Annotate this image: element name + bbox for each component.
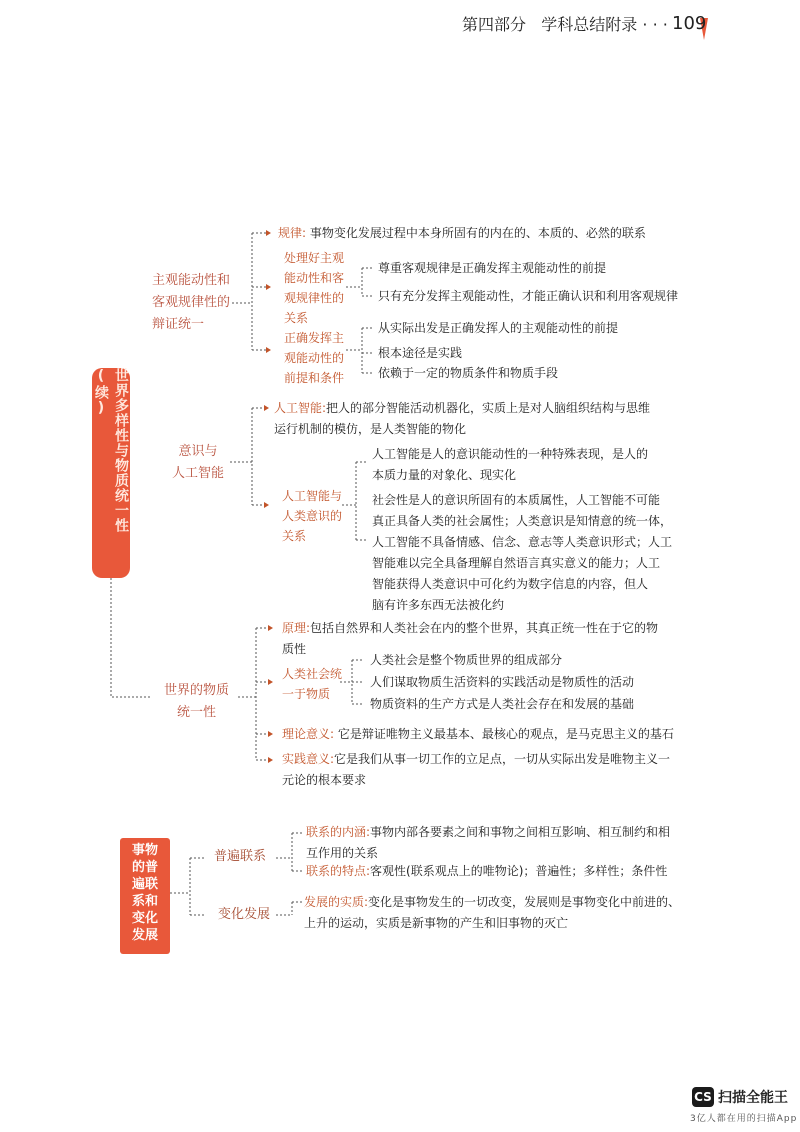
play-item: 根本途径是实践 — [378, 346, 463, 360]
theory-label: 理论意义: — [282, 727, 335, 741]
page-number: 109 — [672, 13, 707, 34]
ai-label: 人工智能: — [274, 401, 327, 415]
connection-content: 联系的内涵:事物内部各要素之间和事物之间相互影响、相互制约和相 互作用的关系 — [306, 825, 671, 860]
play-condition-label: 正确发挥主 观能动性的 前提和条件 — [284, 331, 345, 385]
branch-change-development-title: 变化发展 — [218, 907, 271, 922]
ai-relation-point-2: 社会性是人的意识所固有的本质属性，人工智能不可能 真正具备人类的社会属性；人类意识是知情意的统一体， 人工智能不具备情感、信念、意志等人类意识形式；人工 智能难以完全具备理解自然语言真实意义的能力；人工 智能获得人类意识中可化约为数字信息的内容，但人 脑有许多东西无法被化约 — [372, 493, 673, 612]
society-item: 物质资料的生产方式是人类社会存在和发展的基础 — [370, 697, 635, 711]
principle-definition: 原理:包括自然界和人类社会在内的整个世界，其真正统一性在于它的物 质性 — [282, 621, 659, 656]
law-definition: 规律: 事物变化发展过程中本身所固有的内在的、本质的、必然的联系 — [278, 226, 646, 240]
theory-significance: 理论意义: 它是辩证唯物主义最基本、最核心的观点，是马克思主义的基石 — [282, 727, 674, 741]
handle-item: 尊重客观规律是正确发挥主观能动性的前提 — [378, 261, 607, 275]
section-box-universal-connection: 事物 的普 遍联 系和 变化 发展 — [120, 838, 170, 954]
handle-item: 只有充分发挥主观能动性，才能正确认识和利用客观规律 — [378, 289, 679, 303]
practice-significance: 实践意义:它是我们从事一切工作的立足点，一切从实际出发是唯物主义一 元论的根本要求 — [282, 752, 671, 787]
page-header — [462, 12, 668, 35]
camscanner-logo-icon: CS — [692, 1087, 714, 1107]
branch-ai-title: 意识与 人工智能 — [172, 444, 225, 481]
branch-subjective-objective-title: 主观能动性和 客观规律性的 辩证统一 — [152, 273, 231, 332]
play-item: 从实际出发是正确发挥人的主观能动性的前提 — [378, 321, 619, 335]
branch-universal-connection-title: 普遍联系 — [214, 849, 267, 864]
play-item: 依赖于一定的物质条件和物质手段 — [378, 366, 559, 380]
law-label: 规律: — [278, 226, 307, 240]
header-title: 学科总结附录 — [541, 15, 638, 34]
section-pill-world-unity: 世界多样性与物质统一性(续) — [92, 368, 130, 578]
handle-relation-label: 处理好主观 能动性和客 观规律性的 关系 — [284, 251, 345, 325]
ai-relation-label: 人工智能与 人类意识的 关系 — [282, 489, 343, 543]
watermark-slogan: 3亿人都在用的扫描App — [690, 1114, 798, 1124]
society-item: 人们谋取物质生活资料的实践活动是物质性的活动 — [370, 675, 635, 689]
ai-definition: 人工智能:把人的部分智能活动机器化，实质上是对人脑组织结构与思维 运行机制的模仿，是人类智能的物化 — [274, 401, 651, 436]
branch-material-unity-title: 世界的物质 统一性 — [164, 683, 230, 720]
society-unity-label: 人类社会统 一于物质 — [282, 667, 343, 701]
practice-label: 实践意义: — [282, 752, 335, 766]
society-item: 人类社会是整个物质世界的组成部分 — [370, 653, 563, 667]
header-dots: · · · — [642, 15, 668, 34]
watermark-name: 扫描全能王 — [718, 1090, 788, 1106]
connection-content-label: 联系的内涵: — [306, 825, 371, 839]
development-essence-label: 发展的实质: — [304, 895, 369, 909]
connection-features-label: 联系的特点: — [306, 864, 371, 878]
principle-label: 原理: — [282, 621, 311, 635]
development-essence: 发展的实质:变化是事物发生的一切改变，发展则是事物变化中前进的、 上升的运动，实质是新事物的产生和旧事物的灭亡 — [304, 895, 681, 930]
ai-relation-point-1: 人工智能是人的意识能动性的一种特殊表现，是人的 本质力量的对象化、现实化 — [372, 447, 649, 482]
connection-features: 联系的特点:客观性(联系观点上的唯物论)；普遍性；多样性；条件性 — [306, 864, 668, 878]
header-section: 第四部分 — [462, 15, 527, 34]
